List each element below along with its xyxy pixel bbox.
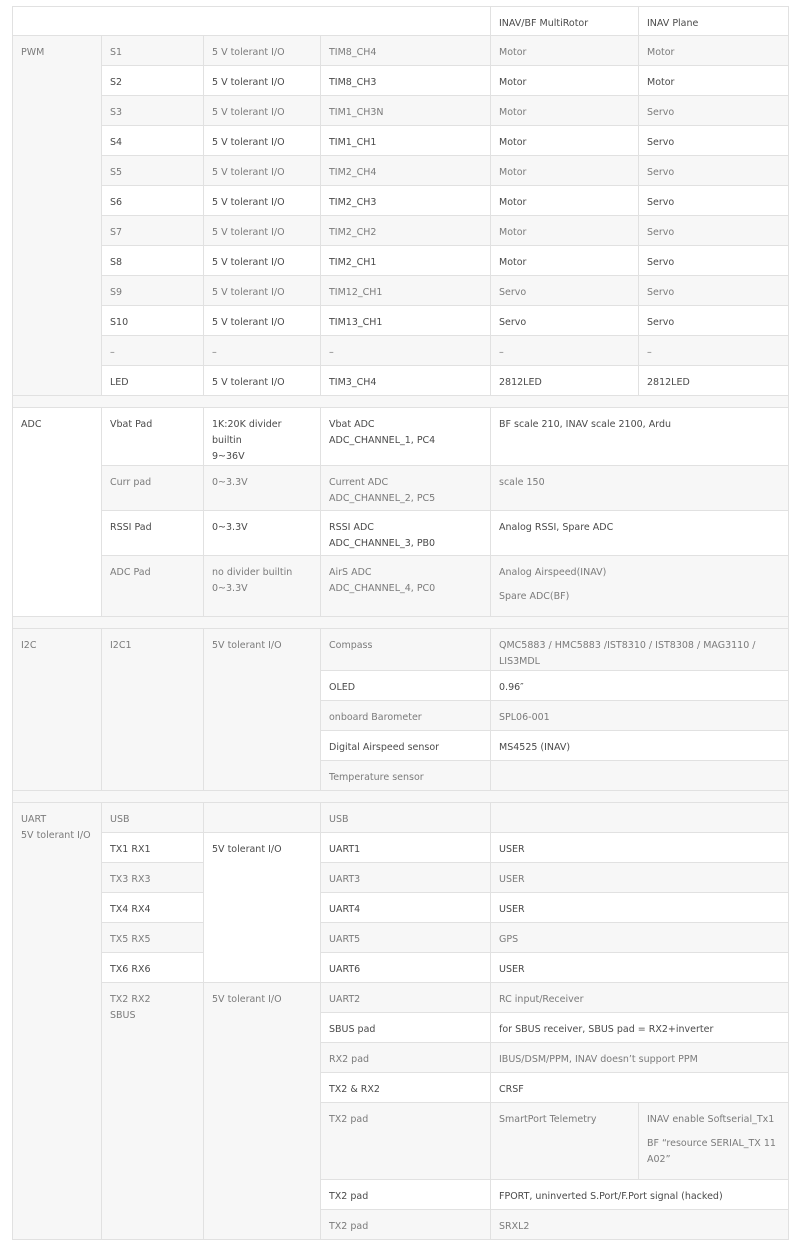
adc-pad-label: Vbat Pad [102, 408, 204, 466]
adc-row [13, 511, 789, 556]
header-multirotor: INAV/BF MultiRotor [491, 7, 639, 36]
pin-label: LED [102, 366, 204, 396]
adc-spec [204, 408, 321, 466]
timer-channel: TIM2_CH1 [321, 246, 491, 276]
pin-label: – [102, 336, 204, 366]
adc-usage: BF scale 210, INAV scale 2100, Ardu [491, 408, 789, 466]
multirotor-function: Motor [491, 246, 639, 276]
spec-line: 0~3.3V [212, 583, 248, 594]
uart-usage: SmartPort Telemetry [491, 1103, 639, 1180]
plane-function: Servo [639, 156, 789, 186]
group-label-adc: ADC [13, 408, 102, 617]
spec-line: no divider builtin [212, 567, 293, 578]
adc-pad-label: Curr pad [102, 466, 204, 511]
adc-row [13, 556, 789, 617]
io-spec: 5 V tolerant I/O [204, 36, 321, 66]
adc-usage: Analog RSSI, Spare ADC [491, 511, 789, 556]
plane-function: Motor [639, 36, 789, 66]
plane-function: Servo [639, 306, 789, 336]
uart-usage: GPS [491, 923, 789, 953]
pin-label: S8 [102, 246, 204, 276]
uart-pin: TX1 RX1 [102, 833, 204, 863]
uart-port: TX2 pad [321, 1180, 491, 1210]
uart-usage: for SBUS receiver, SBUS pad = RX2+inverter [491, 1013, 789, 1043]
uart-row [13, 983, 789, 1013]
plane-function: Servo [639, 216, 789, 246]
uart-io-spec: 5V tolerant I/O [204, 983, 321, 1240]
uart-port: UART1 [321, 833, 491, 863]
i2c-device-value: MS4525 (INAV) [491, 731, 789, 761]
spec-line: 9~36V [212, 451, 245, 462]
timer-channel: TIM8_CH4 [321, 36, 491, 66]
uart-usage: USER [491, 863, 789, 893]
adc-channel [321, 511, 491, 556]
uart-usage: FPORT, uninverted S.Port/F.Port signal (hacked) [491, 1180, 789, 1210]
uart-pin [102, 983, 204, 1240]
uart-port: TX2 pad [321, 1210, 491, 1240]
channel-line: AirS ADC [329, 567, 372, 578]
io-spec: 5 V tolerant I/O [204, 156, 321, 186]
i2c-row [13, 629, 789, 671]
channel-line: RSSI ADC [329, 522, 374, 533]
pinout-table [12, 6, 789, 1240]
usage-line: Analog Airspeed(INAV) [499, 567, 607, 578]
i2c-device-value: 0.96″ [491, 671, 789, 701]
usage-line: Spare ADC(BF) [499, 591, 570, 602]
pwm-row [13, 126, 789, 156]
uart-pin: TX5 RX5 [102, 923, 204, 953]
timer-channel: TIM2_CH3 [321, 186, 491, 216]
multirotor-function: – [491, 336, 639, 366]
plane-function: Servo [639, 276, 789, 306]
section-divider [13, 617, 789, 629]
header-row [13, 7, 789, 36]
pin-label: S1 [102, 36, 204, 66]
pwm-row [13, 186, 789, 216]
uart-port: UART5 [321, 923, 491, 953]
multirotor-function: 2812LED [491, 366, 639, 396]
pin-line: SBUS [110, 1010, 136, 1021]
pin-label: S3 [102, 96, 204, 126]
i2c-device: Temperature sensor [321, 761, 491, 791]
uart-port: TX2 & RX2 [321, 1073, 491, 1103]
multirotor-function: Motor [491, 216, 639, 246]
io-spec: – [204, 336, 321, 366]
uart-port: TX2 pad [321, 1103, 491, 1180]
io-spec: 5 V tolerant I/O [204, 96, 321, 126]
adc-spec: 0~3.3V [204, 466, 321, 511]
section-divider [13, 396, 789, 408]
header-blank [13, 7, 491, 36]
plane-function: Servo [639, 96, 789, 126]
pwm-row [13, 96, 789, 126]
uart-usage-empty [491, 803, 789, 833]
io-spec: 5 V tolerant I/O [204, 216, 321, 246]
channel-line: Current ADC [329, 477, 389, 488]
timer-channel: TIM2_CH2 [321, 216, 491, 246]
pwm-row [13, 276, 789, 306]
io-spec: 5 V tolerant I/O [204, 246, 321, 276]
multirotor-function: Motor [491, 186, 639, 216]
i2c-port: I2C1 [102, 629, 204, 791]
uart-row [13, 953, 789, 983]
uart-port: UART4 [321, 893, 491, 923]
spec-line: 1K:20K divider builtin [212, 419, 282, 446]
uart-pin: TX3 RX3 [102, 863, 204, 893]
io-spec: 5 V tolerant I/O [204, 66, 321, 96]
timer-channel: TIM1_CH3N [321, 96, 491, 126]
channel-line: Vbat ADC [329, 419, 375, 430]
uart-usage: USER [491, 953, 789, 983]
io-spec: 5 V tolerant I/O [204, 276, 321, 306]
group-label-uart [13, 803, 102, 1240]
uart-row [13, 863, 789, 893]
io-spec: 5 V tolerant I/O [204, 126, 321, 156]
channel-line: ADC_CHANNEL_4, PC0 [329, 583, 436, 594]
uart-row [13, 803, 789, 833]
adc-channel [321, 556, 491, 617]
timer-channel: TIM8_CH3 [321, 66, 491, 96]
uart-pin: TX6 RX6 [102, 953, 204, 983]
pin-line: TX2 RX2 [110, 994, 151, 1005]
uart-note [639, 1103, 789, 1180]
group-label-i2c: I2C [13, 629, 102, 791]
i2c-device: onboard Barometer [321, 701, 491, 731]
adc-channel [321, 408, 491, 466]
timer-channel: TIM12_CH1 [321, 276, 491, 306]
adc-spec [204, 556, 321, 617]
uart-pin: TX4 RX4 [102, 893, 204, 923]
multirotor-function: Motor [491, 36, 639, 66]
uart-row [13, 923, 789, 953]
group-label-line: 5V tolerant I/O [21, 830, 91, 841]
section-divider [13, 791, 789, 803]
uart-row [13, 893, 789, 923]
uart-port: UART2 [321, 983, 491, 1013]
i2c-device-value: SPL06-001 [491, 701, 789, 731]
multirotor-function: Motor [491, 156, 639, 186]
pwm-row [13, 336, 789, 366]
io-spec: 5 V tolerant I/O [204, 186, 321, 216]
plane-function: 2812LED [639, 366, 789, 396]
timer-channel: TIM13_CH1 [321, 306, 491, 336]
uart-usage: CRSF [491, 1073, 789, 1103]
uart-io-spec: 5V tolerant I/O [204, 833, 321, 983]
uart-usage: USER [491, 833, 789, 863]
note-line: BF “resource SERIAL_TX 11 A02” [647, 1138, 776, 1165]
channel-line: ADC_CHANNEL_3, PB0 [329, 538, 436, 549]
pin-label: S6 [102, 186, 204, 216]
adc-row [13, 408, 789, 466]
pin-label: S9 [102, 276, 204, 306]
uart-usage: RC input/Receiver [491, 983, 789, 1013]
i2c-device: Compass [321, 629, 491, 671]
pwm-row [13, 156, 789, 186]
pwm-row [13, 36, 789, 66]
plane-function: – [639, 336, 789, 366]
timer-channel: TIM2_CH4 [321, 156, 491, 186]
pwm-row [13, 246, 789, 276]
channel-line: ADC_CHANNEL_2, PC5 [329, 493, 436, 504]
uart-io-spec-empty [204, 803, 321, 833]
divider-cell [13, 617, 789, 629]
adc-usage: scale 150 [491, 466, 789, 511]
pin-label: S10 [102, 306, 204, 336]
plane-function: Motor [639, 66, 789, 96]
plane-function: Servo [639, 186, 789, 216]
pin-label: S5 [102, 156, 204, 186]
pwm-row [13, 66, 789, 96]
i2c-device: OLED [321, 671, 491, 701]
plane-function: Servo [639, 126, 789, 156]
uart-usage: IBUS/DSM/PPM, INAV doesn’t support PPM [491, 1043, 789, 1073]
adc-spec: 0~3.3V [204, 511, 321, 556]
adc-pad-label: RSSI Pad [102, 511, 204, 556]
uart-pin: USB [102, 803, 204, 833]
i2c-device-value [491, 761, 789, 791]
divider-cell [13, 791, 789, 803]
uart-usage: SRXL2 [491, 1210, 789, 1240]
uart-port: UART6 [321, 953, 491, 983]
uart-port: UART3 [321, 863, 491, 893]
divider-cell [13, 396, 789, 408]
adc-pad-label: ADC Pad [102, 556, 204, 617]
plane-function: Servo [639, 246, 789, 276]
uart-port: SBUS pad [321, 1013, 491, 1043]
multirotor-function: Servo [491, 306, 639, 336]
uart-port: RX2 pad [321, 1043, 491, 1073]
pin-label: S7 [102, 216, 204, 246]
channel-line: ADC_CHANNEL_1, PC4 [329, 435, 436, 446]
io-spec: 5 V tolerant I/O [204, 366, 321, 396]
group-label-pwm: PWM [13, 36, 102, 396]
i2c-device: Digital Airspeed sensor [321, 731, 491, 761]
uart-port: USB [321, 803, 491, 833]
timer-channel: TIM1_CH1 [321, 126, 491, 156]
uart-row [13, 833, 789, 863]
adc-row [13, 466, 789, 511]
multirotor-function: Motor [491, 126, 639, 156]
multirotor-function: Motor [491, 96, 639, 126]
pwm-row [13, 306, 789, 336]
pin-label: S2 [102, 66, 204, 96]
timer-channel: TIM3_CH4 [321, 366, 491, 396]
group-label-line: UART [21, 814, 47, 825]
pwm-row [13, 216, 789, 246]
header-plane: INAV Plane [639, 7, 789, 36]
i2c-device-value: QMC5883 / HMC5883 /IST8310 / IST8308 / MAG3110 / LIS3MDL [491, 629, 789, 671]
uart-usage: USER [491, 893, 789, 923]
i2c-io-spec: 5V tolerant I/O [204, 629, 321, 791]
multirotor-function: Servo [491, 276, 639, 306]
multirotor-function: Motor [491, 66, 639, 96]
pin-label: S4 [102, 126, 204, 156]
note-line: INAV enable Softserial_Tx1 [647, 1114, 775, 1125]
io-spec: 5 V tolerant I/O [204, 306, 321, 336]
timer-channel: – [321, 336, 491, 366]
adc-channel [321, 466, 491, 511]
pwm-row [13, 366, 789, 396]
adc-usage [491, 556, 789, 617]
